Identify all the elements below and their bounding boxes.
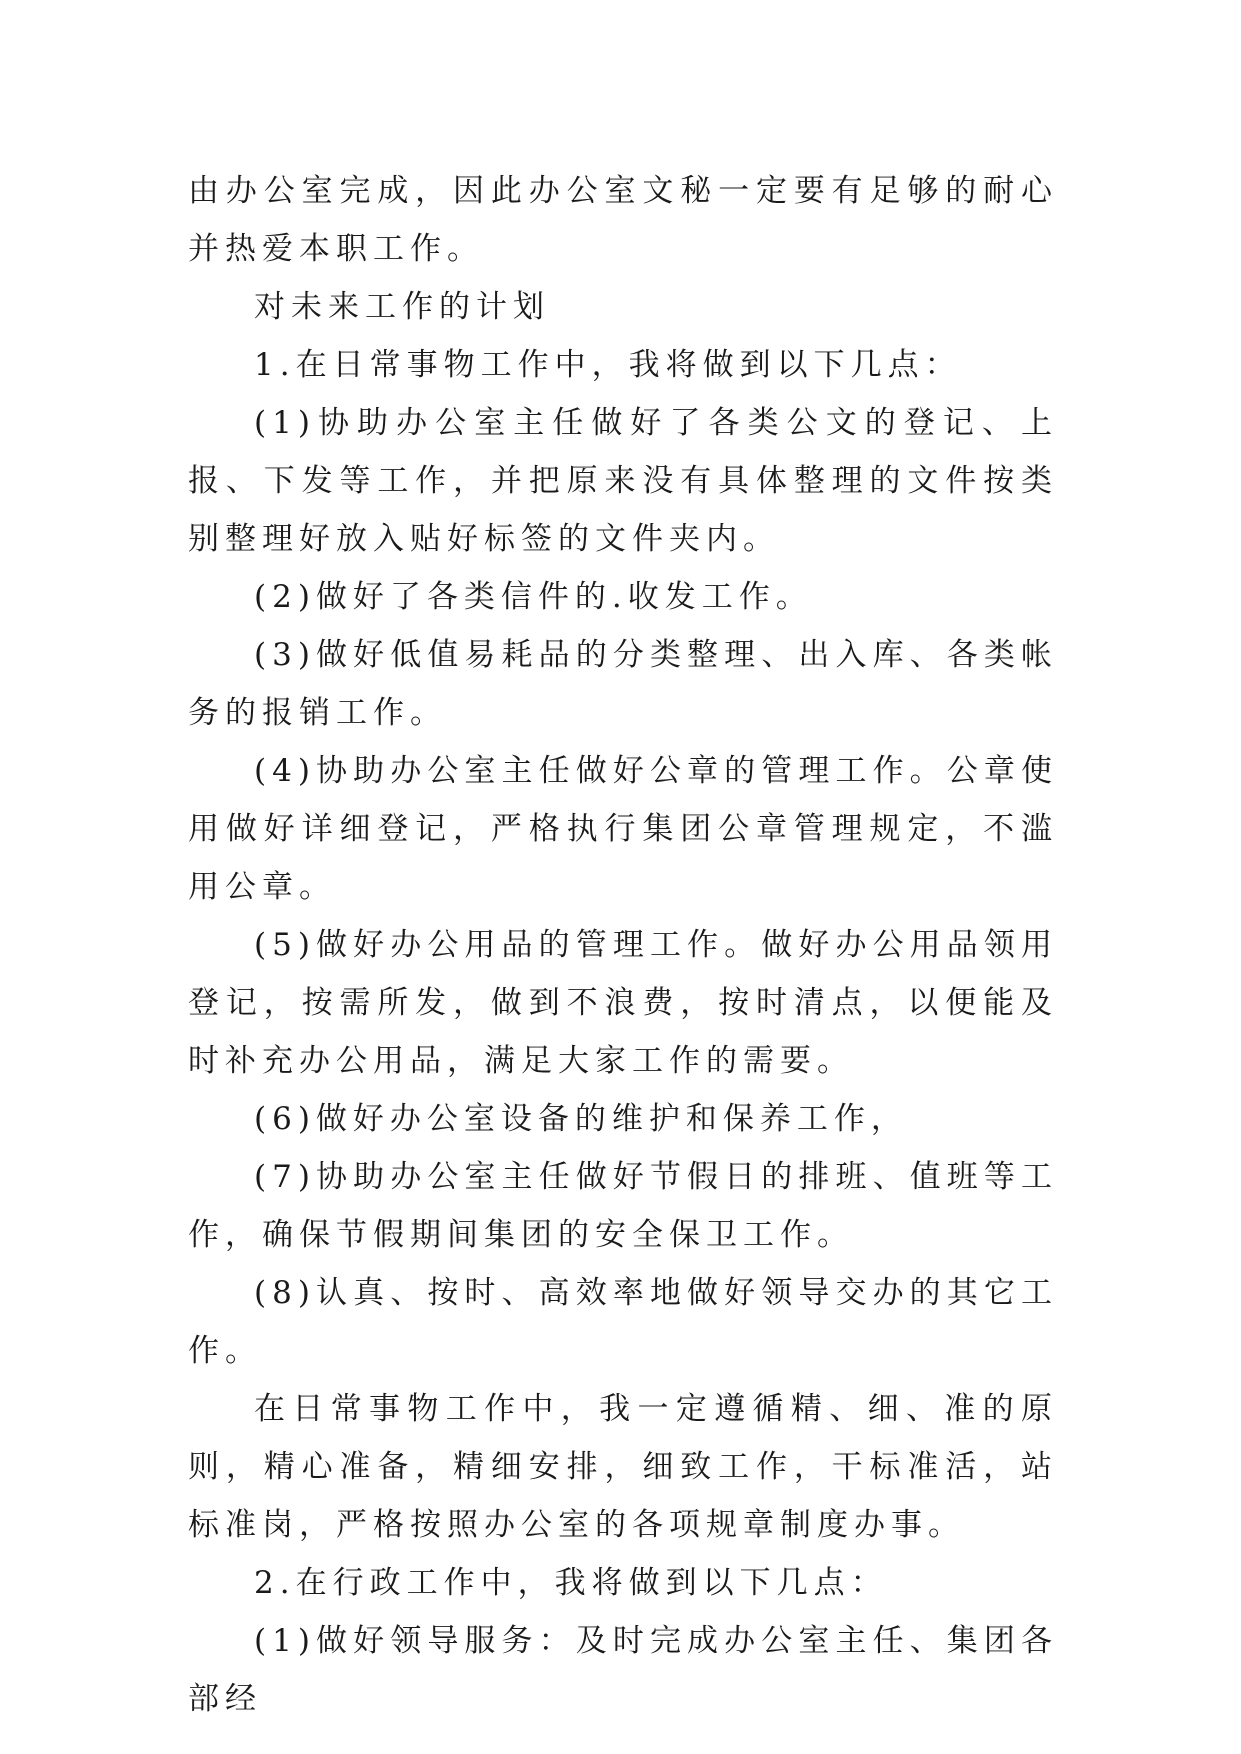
paragraph-12: 在日常事物工作中，我一定遵循精、细、准的原则，精心准备，精细安排，细致工作，干标准活，站标准岗，严格按照办公室的各项规章制度办事。 — [188, 1391, 1058, 1543]
paragraph-6: (3)做好低值易耗品的分类整理、出入库、各类帐务的报销工作。 — [188, 637, 1058, 731]
paragraph-11: (8)认真、按时、高效率地做好领导交办的其它工作。 — [188, 1275, 1058, 1369]
paragraph-1: 由办公室完成，因此办公室文秘一定要有足够的耐心并热爱本职工作。 — [188, 173, 1058, 267]
paragraph-5: (2)做好了各类信件的.收发工作。 — [254, 579, 813, 615]
paragraph-10: (7)协助办公室主任做好节假日的排班、值班等工作，确保节假期间集团的安全保卫工作。 — [188, 1159, 1058, 1253]
paragraph-9: (6)做好办公室设备的维护和保养工作， — [254, 1101, 908, 1137]
paragraph-3: 1.在日常事物工作中，我将做到以下几点： — [254, 347, 962, 383]
paragraph-13: 2.在行政工作中，我将做到以下几点： — [254, 1565, 888, 1601]
document-body — [188, 162, 1058, 1728]
paragraph-2-heading: 对未来工作的计划 — [254, 289, 550, 325]
paragraph-8: (5)做好办公用品的管理工作。做好办公用品领用登记，按需所发，做到不浪费，按时清点，以便能及时补充办公用品，满足大家工作的需要。 — [188, 927, 1058, 1079]
paragraph-7: (4)协助办公室主任做好公章的管理工作。公章使用做好详细登记，严格执行集团公章管理规定，不滥用公章。 — [188, 753, 1058, 905]
paragraph-14: (1)做好领导服务：及时完成办公室主任、集团各部经 — [188, 1623, 1058, 1717]
paragraph-4: (1)协助办公室主任做好了各类公文的登记、上报、下发等工作，并把原来没有具体整理的文件按类别整理好放入贴好标签的文件夹内。 — [188, 405, 1058, 557]
